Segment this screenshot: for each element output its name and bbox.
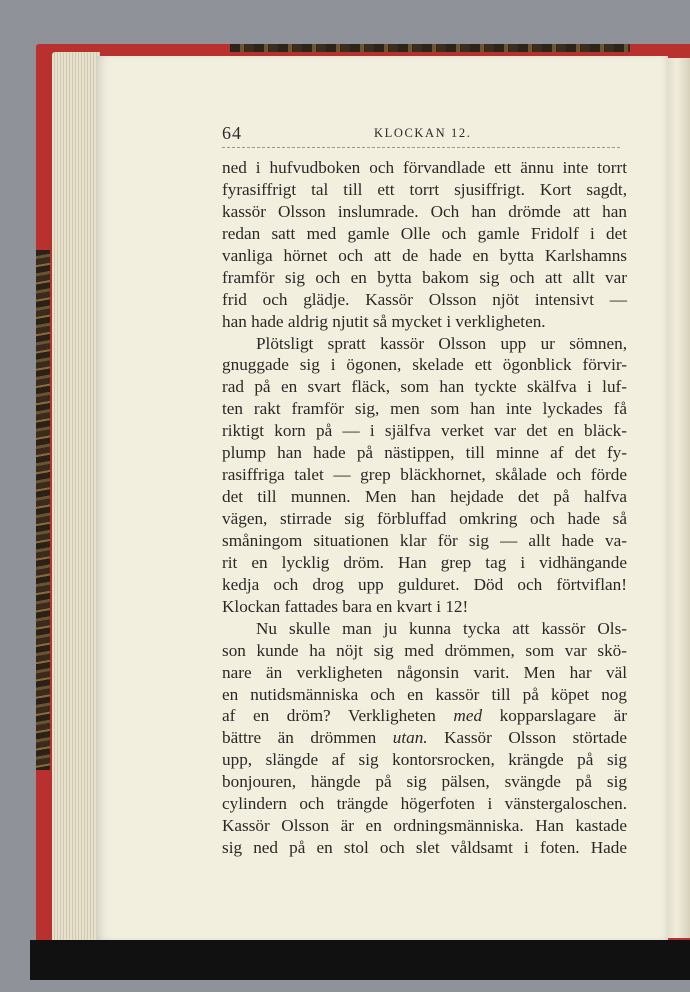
line-text: kassör Olsson inslumrade. Och han drömde att han — [222, 201, 627, 221]
line-text-after: kopparslagare är — [499, 706, 628, 726]
line-text: frid och glädje. Kassör Olsson njöt intensivt — — [222, 289, 627, 309]
line-text-after: Kassör Olsson störtade — [444, 728, 627, 748]
line-text: småningom situationen klar för sig — allt hade va- — [222, 530, 627, 550]
text-line — [222, 771, 627, 793]
text-line — [222, 311, 627, 333]
line-text: rad på en svart fläck, som han tyckte skälfva i luf- — [222, 377, 627, 397]
line-text: en nutidsmänniska och en kassör till på köpet nog — [222, 684, 627, 704]
text-line — [222, 179, 627, 201]
line-text: cylindern och trängde högerfoten i vänstergaloschen. — [222, 794, 627, 814]
line-text: fyrasiffrigt tal till ett torrt sjusiffrigt. Kort sagdt, — [222, 179, 627, 199]
line-text: ned i hufvudboken och förvandlade ett ännu inte torrt — [222, 158, 627, 177]
line-text: vägen, stirrade sig förbluffad omkring och hade så — [222, 509, 627, 528]
text-line — [222, 705, 627, 727]
text-line — [222, 398, 627, 420]
line-text: Klockan fattades bara en kvart i 12! — [222, 596, 469, 616]
text-line — [222, 596, 627, 618]
text-line — [222, 245, 627, 267]
marbled-edge — [36, 250, 50, 770]
line-text: son kunde ha nöjt sig med drömmen, som var skö- — [222, 640, 627, 660]
line-text: Kassör Olsson är en ordningsmänniska. Han kastade — [222, 816, 627, 836]
text-line — [222, 793, 627, 815]
text-line — [222, 727, 627, 749]
page-edges — [52, 52, 100, 942]
text-line — [222, 552, 627, 574]
line-text: rasiffriga talet — grep bläckhornet, skålade och förde — [222, 465, 627, 485]
text-line — [222, 574, 627, 596]
table-shadow — [30, 940, 690, 980]
text-line — [222, 333, 627, 355]
text-line — [222, 749, 627, 771]
body-text — [222, 157, 627, 859]
text-line — [222, 376, 627, 398]
italic-word: utan. — [392, 728, 428, 748]
text-line — [222, 684, 627, 706]
header-rule — [222, 147, 620, 148]
next-page-edge — [668, 58, 690, 938]
line-text: sig ned på en stol och slet våldsamt i foten. Hade — [222, 838, 627, 858]
line-text: det till munnen. Men han hejdade det på halfva — [222, 487, 627, 507]
line-text: ten rakt framför sig, men som han inte lyckades få — [222, 399, 627, 419]
line-text: plump han hade på nästippen, till minne af det fy- — [222, 443, 627, 463]
text-line — [222, 442, 627, 464]
line-text: riktigt korn på — i själfva verket var det en bläck- — [222, 421, 627, 441]
line-text: gnuggade sig i ögonen, skelade ett ögonblick förvir- — [222, 355, 627, 375]
line-text: kedja och drog upp gulduret. Död och förtviflan! — [222, 574, 627, 594]
italic-word: med — [453, 706, 483, 726]
line-text: Nu skulle man ju kunna tycka att kassör Ols- — [256, 618, 627, 638]
text-line — [222, 223, 627, 245]
line-text: af en dröm? Verkligheten — [222, 706, 436, 726]
text-line — [222, 420, 627, 442]
line-text: framför sig och en bytta bakom sig och att allt var — [222, 267, 627, 287]
line-text: bättre än drömmen — [222, 728, 377, 748]
text-line — [222, 201, 627, 223]
line-text: redan satt med gamle Olle och gamle Fridolf i det — [222, 223, 627, 243]
line-text: Plötsligt spratt kassör Olsson upp ur sömnen, — [256, 333, 627, 353]
marbled-top-edge — [230, 44, 630, 52]
text-line — [222, 815, 627, 837]
running-title: KLOCKAN 12. — [374, 126, 472, 140]
text-line — [222, 157, 627, 179]
text-line — [222, 837, 627, 859]
page-number: 64 — [222, 123, 242, 143]
line-text: bonjouren, hängde på sig pälsen, svängde på sig — [222, 772, 627, 792]
text-line — [222, 354, 627, 376]
text-line — [222, 662, 627, 684]
text-line — [222, 640, 627, 662]
line-text: rit en lycklig dröm. Han grep tag i vidhängande — [222, 552, 627, 572]
text-line — [222, 464, 627, 486]
line-text: han hade aldrig njutit så mycket i verkligheten. — [222, 311, 546, 331]
text-line — [222, 508, 627, 530]
line-text: nare än verkligheten någonsin varit. Men har väl — [222, 662, 627, 682]
line-text: upp, slängde af sig kontorsrocken, krängde på sig — [222, 750, 627, 770]
text-line — [222, 530, 627, 552]
text-line — [222, 267, 627, 289]
line-text: vanliga hörnet och att de hade en bytta Karlshamns — [222, 245, 627, 265]
text-line — [222, 289, 627, 311]
running-head — [222, 123, 622, 147]
text-line — [222, 486, 627, 508]
text-line — [222, 618, 627, 640]
